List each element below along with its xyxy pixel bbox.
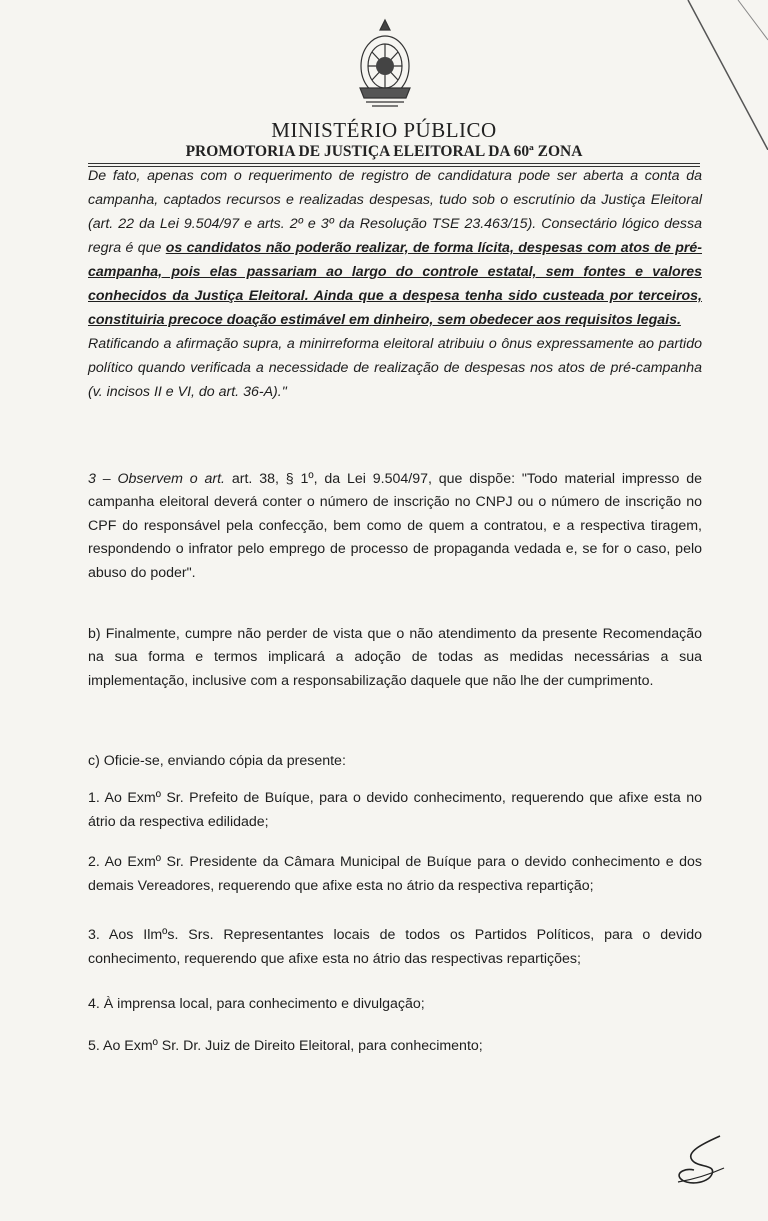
recipient-item-1: 1. Ao Exmº Sr. Prefeito de Buíque, para o devido conhecimento, requerendo que afixe esta no átrio da respectiva edilidade; — [88, 790, 702, 830]
recipient-item-2: 2. Ao Exmº Sr. Presidente da Câmara Municipal de Buíque para o devido conhecimento e dos demais Vereadores, requerendo que afixe esta no átrio da respectiva repartição; — [88, 854, 702, 894]
paragraph-c: c) Oficie-se, enviando cópia da presente: — [88, 753, 346, 769]
quote-paragraph-2: Ratificando a afirmação supra, a minirreforma eleitoral atribuiu o ônus expressamente ao partido político quando verificada a necessidade de realização de despesas nos atos de pré-campanha (v. incisos II e VI, do art. 36-A)." — [88, 336, 702, 400]
recipient-item-4: 4. À imprensa local, para conhecimento e divulgação; — [88, 996, 425, 1012]
quote-text-start: De fato, apenas com o requerimento de registro de candidatura pode ser aberta a conta da campanha, captados recursos e realizadas despesas, tudo sob o escrutínio da Justiça Eleitoral (art. 22 da Lei 9.504/97 e arts. 2º e 3º da Resolução TSE 23.463/15). Consectário lógico dessa regra é que — [88, 168, 702, 256]
recipient-item-3: 3. Aos Ilmºs. Srs. Representantes locais de todos os Partidos Políticos, para o devido conhecimento, requerendo que afixe esta no átrio das respectivas repartições; — [88, 927, 702, 967]
header-title: MINISTÉRIO PÚBLICO — [271, 118, 497, 142]
recipient-item-5: 5. Ao Exmº Sr. Dr. Juiz de Direito Eleitoral, para conhecimento; — [88, 1038, 483, 1054]
coat-of-arms-icon — [352, 18, 418, 110]
quoted-passage — [88, 164, 702, 404]
item-3-lead: 3 – Observem o art. — [88, 471, 225, 487]
paragraph-b: b) Finalmente, cumpre não perder de vista que o não atendimento da presente Recomendação na sua forma e termos implicará a adoção de todas as medidas necessárias a sua implementação, inclusive com a responsabilização daquele que não lhe der cumprimento. — [88, 626, 702, 689]
item-3-text: art. 38, § 1º, da Lei 9.504/97, que dispõe: "Todo material impresso de campanha eleitoral deverá conter o número de inscrição no CNPJ ou o número de inscrição no CPF do responsável pela confecção, bem como de quem a contratou, e a respectiva tiragem, respondendo o infrator pelo emprego de processo de propaganda vedada e, se for o caso, pelo abuso do poder". — [88, 471, 703, 581]
quote-paragraph-1 — [88, 164, 702, 332]
signature-initial-icon — [672, 1130, 732, 1190]
quote-emphasis: os candidatos não poderão realizar, de forma lícita, despesas com atos de pré-campanha, pois elas passariam ao largo do controle estatal, sem fontes e valores conhecidos da Justiça Eleitoral. Ainda que a despesa tenha sido custeada por terceiros, constituiria precoce doação estimável em dinheiro, sem obedecer aos requisitos legais. — [88, 240, 702, 328]
item-3-paragraph — [88, 468, 702, 585]
header-subtitle: PROMOTORIA DE JUSTIÇA ELEITORAL DA 60ª ZONA — [185, 143, 583, 160]
